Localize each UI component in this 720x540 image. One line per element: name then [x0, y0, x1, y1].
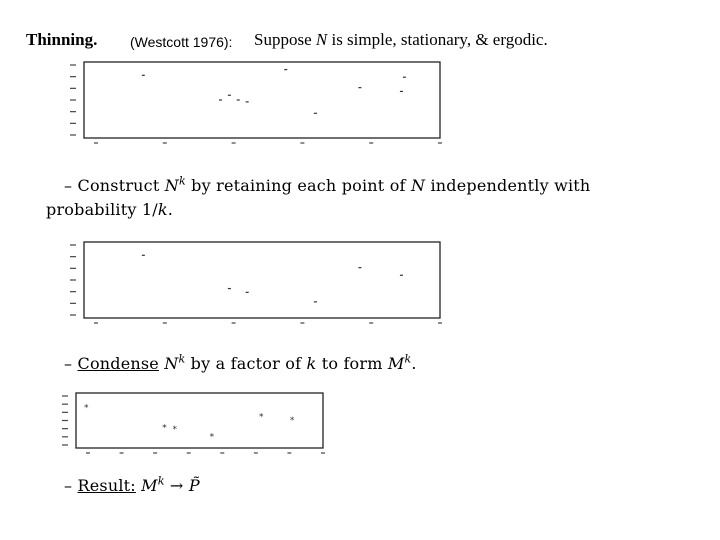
bullet-text: by a factor of	[185, 354, 307, 373]
bullet-text: independently with	[425, 176, 591, 195]
sup-k: k	[178, 352, 186, 366]
sup-k: k	[404, 352, 412, 366]
statement-prefix: Suppose	[254, 30, 316, 49]
data-point: *	[289, 415, 295, 426]
var-m: M	[387, 354, 405, 373]
var-n: N	[164, 176, 179, 195]
plot-frame	[84, 62, 440, 138]
data-point: *	[259, 412, 264, 423]
plot-frame	[84, 242, 440, 318]
bullet-construct-line2	[46, 200, 173, 219]
var-k: k	[157, 200, 168, 219]
bullet-text: .	[167, 200, 174, 219]
var-n: N	[410, 176, 426, 195]
bullet-verb: Condense	[77, 354, 159, 373]
data-point: *	[84, 403, 89, 414]
var-m: M	[141, 476, 158, 495]
data-point: *	[172, 424, 178, 435]
sup-k: k	[178, 174, 186, 188]
sup-k: k	[157, 474, 165, 488]
bullet-dash: –	[64, 476, 73, 495]
statement-var: N	[315, 30, 328, 49]
bullet-dash: –	[64, 176, 73, 195]
plot-frame	[76, 393, 323, 448]
bullet-text: to form	[316, 354, 388, 373]
bullet-text: .	[411, 354, 417, 373]
var-n: N	[164, 354, 179, 373]
bullet-condense	[64, 354, 417, 373]
bullet-verb: Construct	[77, 176, 160, 195]
var-k: k	[306, 354, 317, 373]
bullet-text: probability 1/	[46, 200, 158, 219]
citation: (Westcott 1976):	[130, 34, 233, 50]
var-p-tilde: P̃	[188, 476, 200, 495]
slide-title: Thinning.	[26, 30, 98, 49]
bullet-text: by retaining each point of	[185, 176, 411, 195]
data-point: *	[209, 432, 215, 443]
bullet-verb: Result:	[77, 476, 136, 495]
bullet-dash: –	[64, 354, 73, 373]
statement-suffix: is simple, stationary, & ergodic.	[327, 30, 548, 49]
bullet-result	[64, 476, 200, 495]
arrow: →	[164, 476, 189, 495]
data-point: *	[162, 423, 167, 434]
bullet-construct	[64, 176, 590, 195]
